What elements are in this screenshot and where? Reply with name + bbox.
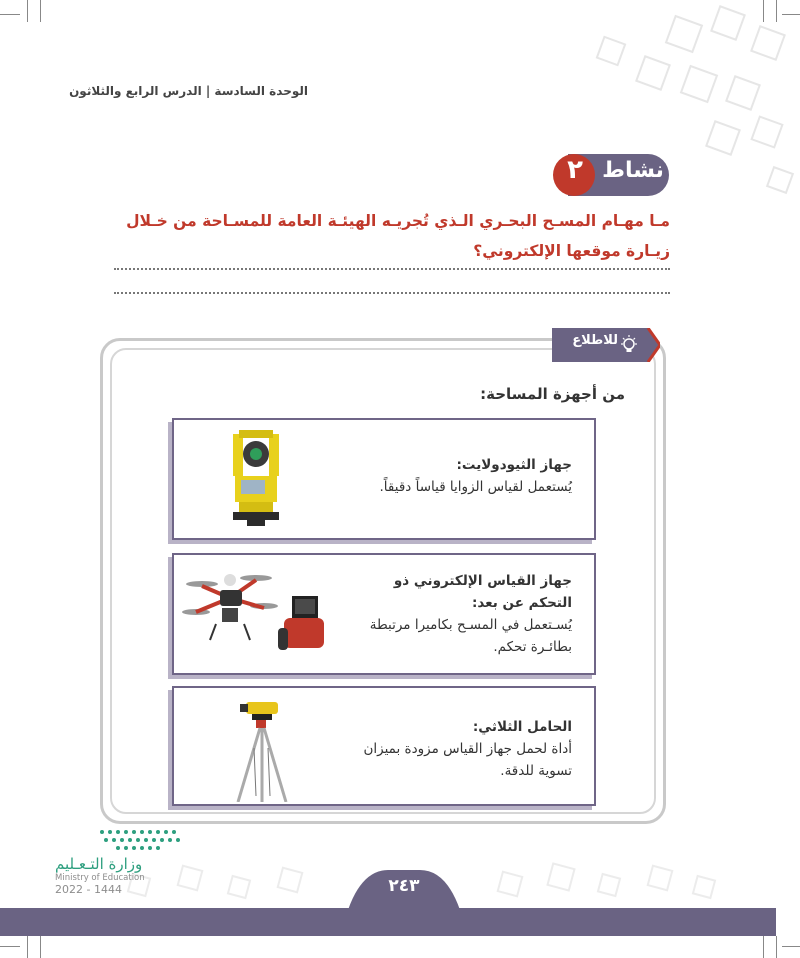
footer-band xyxy=(0,908,776,936)
ministry-logo-dots xyxy=(96,826,188,856)
lightbulb-icon xyxy=(618,334,640,356)
device-card-text xyxy=(350,454,572,498)
device-title: جهاز القياس الإلكتروني ذو التحكم عن بعد: xyxy=(393,573,572,611)
answer-line xyxy=(114,292,670,294)
activity-label: نشاط xyxy=(602,158,664,183)
device-title: جهاز الثيودولايت: xyxy=(456,457,572,473)
page-number: ٢٤٣ xyxy=(388,876,420,896)
section-title: من أجهزة المساحة: xyxy=(480,385,625,403)
answer-line xyxy=(114,268,670,270)
ministry-name-ar: وزارة التـعـليم xyxy=(55,855,143,873)
info-tag-label: للاطلاع xyxy=(572,333,618,348)
theodolite-image xyxy=(225,428,287,528)
device-desc: يُسـتعمل في المسـح بكاميرا مرتبطة بطائـرة تحكم. xyxy=(369,617,572,655)
drone-image xyxy=(182,568,332,656)
device-desc: أداة لحمل جهاز القياس مزودة بميزان تسوية للدقة. xyxy=(363,741,572,779)
device-card-text xyxy=(350,716,572,782)
edition-year: 2022 - 1444 xyxy=(55,883,122,896)
device-card-text xyxy=(350,570,572,658)
ministry-name-en: Ministry of Education xyxy=(55,873,145,883)
activity-question: مـا مهـام المسـح البحـري الـذي تُجريـه الهيئـة العامة للمسـاحة من خـلال زيـارة موقعها الإلكتروني؟ xyxy=(126,212,670,260)
breadcrumb: الوحدة السادسة | الدرس الرابع والثلاثون xyxy=(69,84,308,98)
device-desc: يُستعمل لقياس الزوايا قياساً دقيقاً. xyxy=(379,479,572,495)
activity-number: ٢ xyxy=(567,155,583,185)
ministry-logo xyxy=(55,855,165,896)
device-title: الحامل الثلاثي: xyxy=(472,719,572,735)
tripod-image xyxy=(232,698,290,802)
